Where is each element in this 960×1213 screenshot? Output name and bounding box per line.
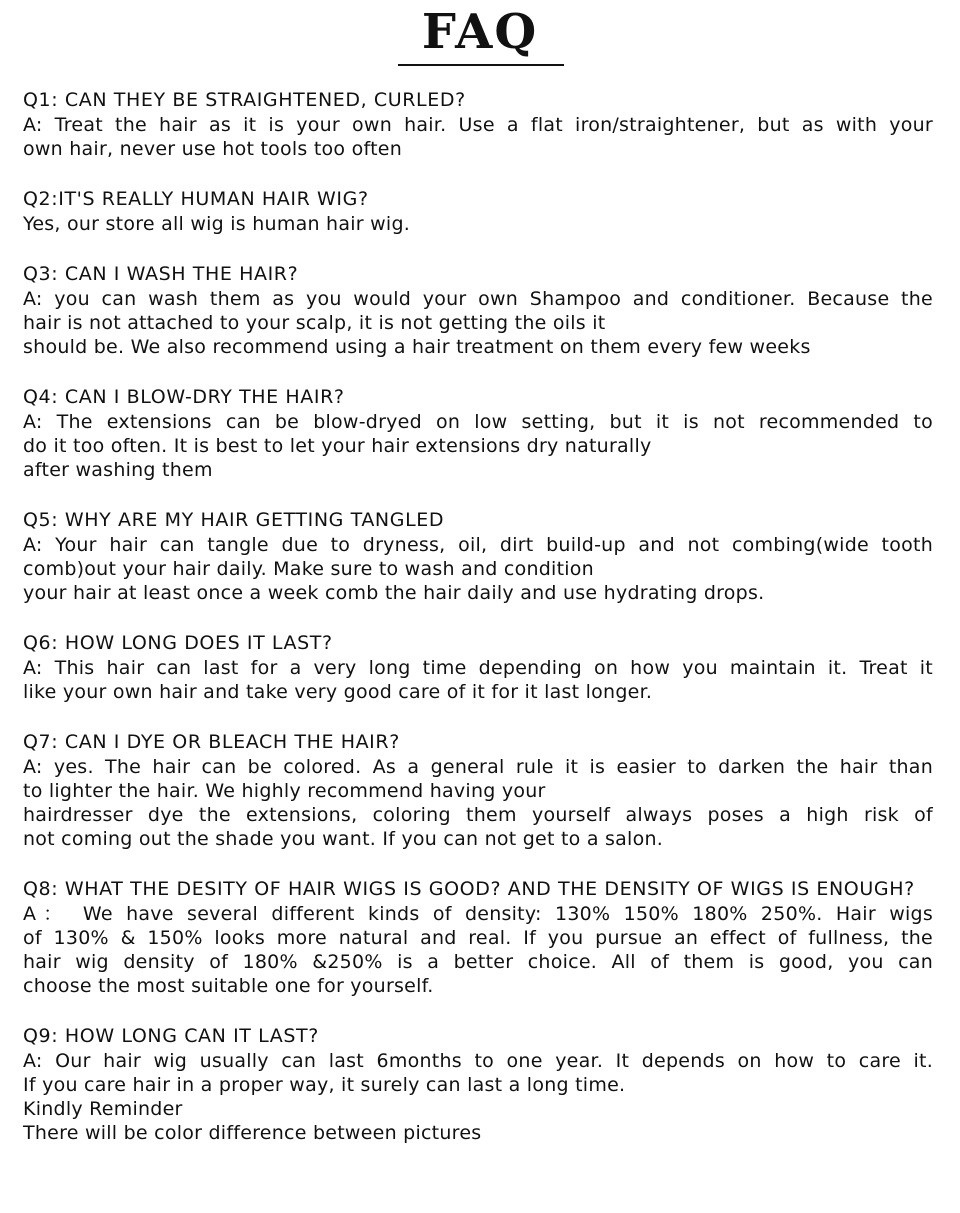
faq-item-5 — [23, 508, 933, 605]
faq-question: Q4: CAN I BLOW-DRY THE HAIR? — [23, 386, 345, 408]
faq-answer — [23, 212, 933, 236]
faq-question: Q9: HOW LONG CAN IT LAST? — [23, 1025, 319, 1047]
answer-line: choose the most suitable one for yourself. — [23, 975, 434, 997]
answer-line: A: Your hair can tangle due to dryness, oil, dirt build-up and not combing(wide tooth — [23, 534, 933, 556]
faq-item-6 — [23, 631, 933, 704]
faq-item-3 — [23, 262, 933, 359]
answer-line: A: Treat the hair as it is your own hair. Use a flat iron/straightener, but as with your — [23, 114, 933, 136]
answer-line: If you care hair in a proper way, it surely can last a long time. — [23, 1074, 626, 1096]
answer-line: A: This hair can last for a very long time depending on how you maintain it. Treat it — [23, 657, 933, 679]
answer-line: should be. We also recommend using a hair treatment on them every few weeks — [23, 336, 811, 358]
faq-answer — [23, 113, 933, 161]
answer-line: hairdresser dye the extensions, coloring them yourself always poses a high risk of — [23, 804, 933, 826]
answer-line: A: yes. The hair can be colored. As a general rule it is easier to darken the hair than — [23, 756, 933, 778]
faq-answer — [23, 1049, 933, 1145]
faq-answer — [23, 902, 933, 998]
kindly-reminder-label: Kindly Reminder — [23, 1098, 183, 1120]
faq-item-9 — [23, 1024, 933, 1145]
color-difference-note: There will be color difference between pictures — [23, 1122, 482, 1144]
faq-item-4 — [23, 385, 933, 482]
faq-question: Q7: CAN I DYE OR BLEACH THE HAIR? — [23, 731, 400, 753]
title-underline — [398, 64, 564, 66]
answer-line: A： We have several different kinds of density: 130% 150% 180% 250%. Hair wigs — [23, 903, 933, 925]
faq-item-2 — [23, 187, 933, 236]
faq-question: Q6: HOW LONG DOES IT LAST? — [23, 632, 333, 654]
page-title: FAQ — [421, 4, 539, 60]
faq-question: Q1: CAN THEY BE STRAIGHTENED, CURLED? — [23, 89, 466, 111]
answer-line: not coming out the shade you want. If you can not get to a salon. — [23, 828, 664, 850]
faq-answer — [23, 755, 933, 851]
answer-line: A: you can wash them as you would your own Shampoo and conditioner. Because the — [23, 288, 933, 310]
answer-line: A: The extensions can be blow-dryed on low setting, but it is not recommended to — [23, 411, 933, 433]
answer-line: like your own hair and take very good care of it for it last longer. — [23, 681, 653, 703]
faq-answer — [23, 287, 933, 359]
faq-list — [23, 88, 933, 1145]
answer-line: after washing them — [23, 459, 213, 481]
faq-answer — [23, 533, 933, 605]
answer-line: A: Our hair wig usually can last 6months to one year. It depends on how to care it. — [23, 1050, 933, 1072]
faq-answer — [23, 410, 933, 482]
faq-question: Q2:IT'S REALLY HUMAN HAIR WIG? — [23, 188, 369, 210]
answer-line: hair is not attached to your scalp, it is not getting the oils it — [23, 312, 606, 334]
answer-line: your hair at least once a week comb the hair daily and use hydrating drops. — [23, 582, 765, 604]
faq-item-8 — [23, 877, 933, 998]
faq-item-1 — [23, 88, 933, 161]
answer-line: Yes, our store all wig is human hair wig. — [23, 213, 411, 235]
faq-question: Q5: WHY ARE MY HAIR GETTING TANGLED — [23, 509, 445, 531]
answer-line: of 130% & 150% looks more natural and real. If you pursue an effect of fullness, the — [23, 927, 933, 949]
answer-line: comb)out your hair daily. Make sure to wash and condition — [23, 558, 594, 580]
answer-line: own hair, never use hot tools too often — [23, 138, 403, 160]
answer-line: to lighter the hair. We highly recommend having your — [23, 780, 546, 802]
answer-line: hair wig density of 180% &250% is a better choice. All of them is good, you can — [23, 951, 933, 973]
faq-answer — [23, 656, 933, 704]
faq-question: Q8: WHAT THE DESITY OF HAIR WIGS IS GOOD? AND THE DENSITY OF WIGS IS ENOUGH? — [23, 878, 915, 900]
answer-line: do it too often. It is best to let your hair extensions dry naturally — [23, 435, 652, 457]
faq-item-7 — [23, 730, 933, 851]
faq-question: Q3: CAN I WASH THE HAIR? — [23, 263, 299, 285]
